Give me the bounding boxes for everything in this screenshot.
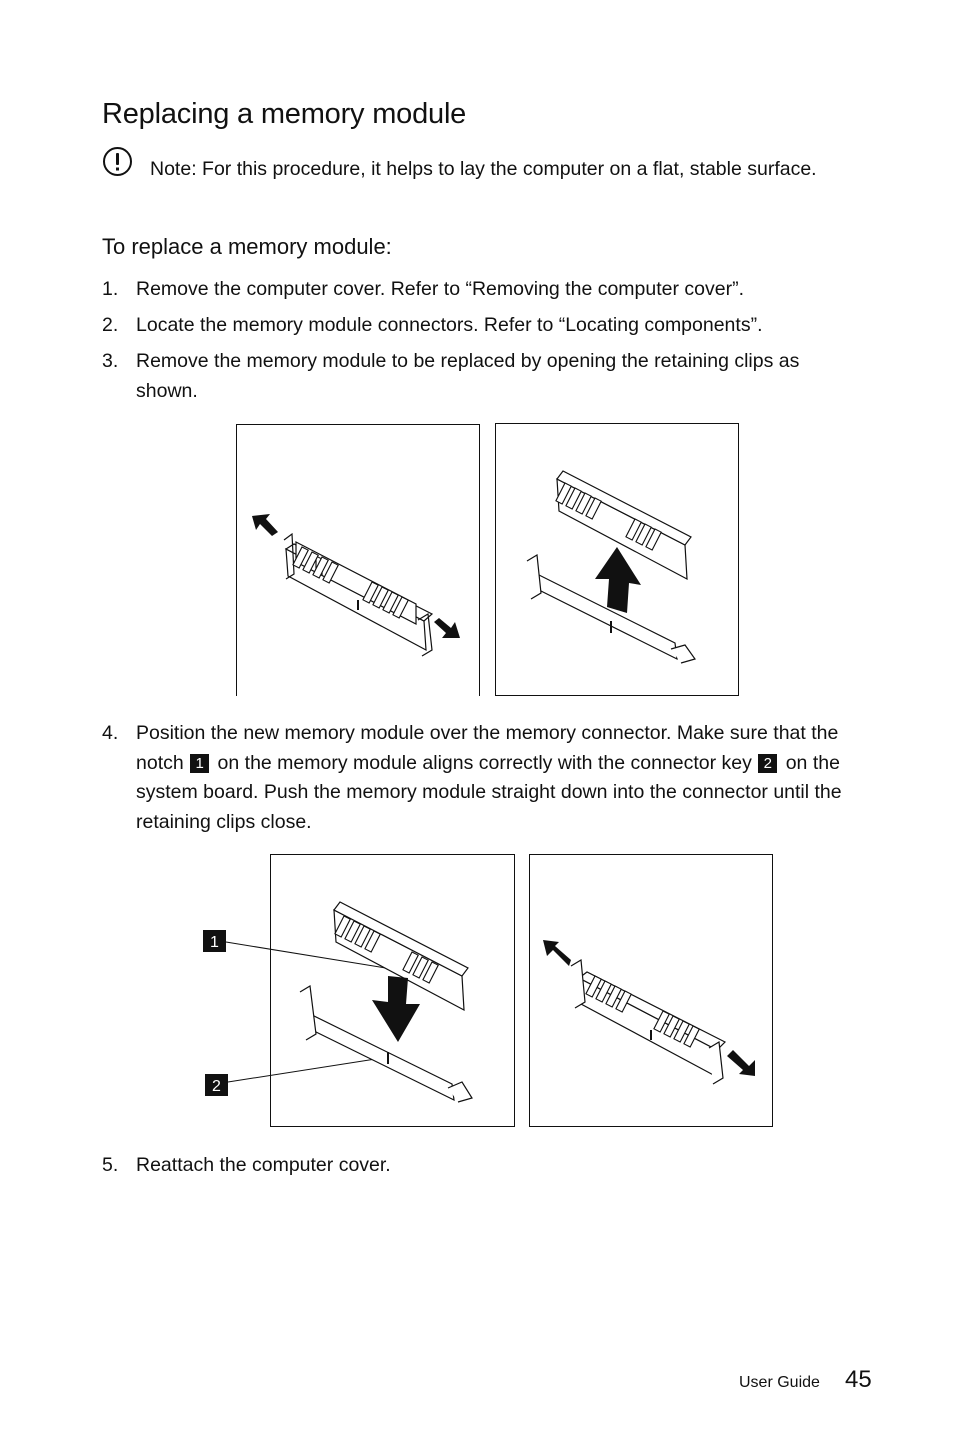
figure-align-notch <box>202 854 516 1128</box>
step-number: 1. <box>102 278 119 300</box>
step-number: 5. <box>102 1154 119 1176</box>
step-text: Remove the computer cover. Refer to “Removing the computer cover”. <box>136 278 745 300</box>
step-number: 4. <box>102 722 119 744</box>
figure-remove-module <box>495 423 739 696</box>
callout-2: 2 <box>758 754 777 773</box>
page-title: Replacing a memory module <box>102 98 467 130</box>
figure-callout-1: 1 <box>210 934 219 951</box>
step-text: Remove the memory module to be replaced by opening the retaining clips as shown. <box>136 350 800 402</box>
figure-callout-2: 2 <box>212 1078 221 1095</box>
step-number: 3. <box>102 350 119 372</box>
step-2 <box>102 311 862 341</box>
step-number: 2. <box>102 314 119 336</box>
exclamation-circle-icon <box>102 146 133 177</box>
arrow-right-icon <box>434 618 460 638</box>
procedure-heading: To replace a memory module: <box>102 234 392 259</box>
step-text: Locate the memory module connectors. Refer to “Locating components”. <box>136 314 763 336</box>
note-label: Note: <box>150 158 197 180</box>
step-text: Reattach the computer cover. <box>136 1154 391 1176</box>
step-1 <box>102 275 862 305</box>
step-3 <box>102 347 862 406</box>
note-text: For this procedure, it helps to lay the computer on a flat, stable surface. <box>196 158 817 180</box>
step-text: Position the new memory module over the memory connector. Make sure that the notch 1 on the memory module aligns correctly with the connector key 2 on the system board. Push the memory module straight down into the connector until the retaining clips close. <box>136 722 842 833</box>
callout-1: 1 <box>190 754 209 773</box>
arrow-left-icon <box>252 514 278 536</box>
step-5 <box>102 1151 862 1181</box>
figure-insert-module <box>529 854 773 1128</box>
footer-label: User Guide <box>739 1374 820 1391</box>
note-paragraph <box>150 155 850 184</box>
step-4 <box>102 719 862 837</box>
figure-open-clips <box>236 424 480 696</box>
page-number: 45 <box>845 1366 872 1393</box>
